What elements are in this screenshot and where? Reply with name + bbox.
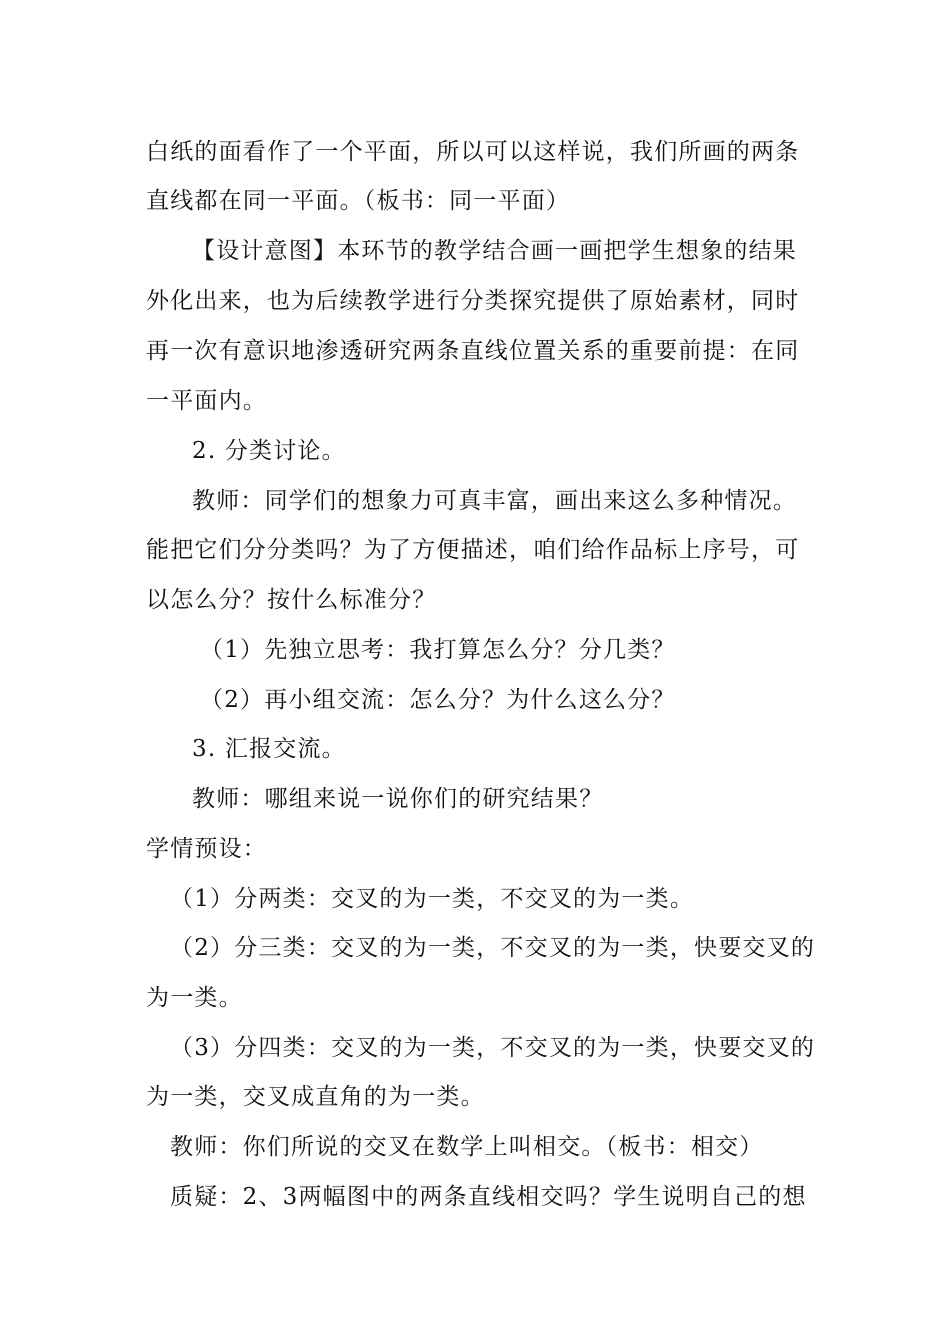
text-line: 再一次有意识地渗透研究两条直线位置关系的重要前提：在同: [146, 338, 800, 364]
text-line: 以怎么分？按什么标准分？: [146, 587, 437, 613]
section-heading: 2. 分类讨论。: [192, 438, 346, 464]
text-line: 学情预设：: [146, 836, 267, 862]
list-item: （1）先独立思考：我打算怎么分？分几类？: [200, 637, 676, 663]
text-line: 教师：同学们的想象力可真丰富，画出来这么多种情况。: [192, 488, 797, 514]
design-intent-heading: 【设计意图】本环节的教学结合画一画把学生想象的结果: [192, 238, 797, 264]
list-item: （3）分四类：交叉的为一类，不交叉的为一类，快要交叉的: [170, 1035, 816, 1061]
text-line: 直线都在同一平面。（板书：同一平面）: [146, 188, 571, 214]
text-line: 一平面内。: [146, 388, 267, 414]
text-line: 能把它们分分类吗？为了方便描述，咱们给作品标上序号，可: [146, 537, 800, 563]
section-heading: 3. 汇报交流。: [192, 736, 346, 762]
text-line: 为一类，交叉成直角的为一类。: [146, 1084, 485, 1110]
list-item: （1）分两类：交叉的为一类，不交叉的为一类。: [170, 886, 695, 912]
list-item: （2）再小组交流：怎么分？为什么这么分？: [200, 687, 676, 713]
text-line: 白纸的面看作了一个平面，所以可以这样说，我们所画的两条: [146, 139, 800, 165]
text-line: 外化出来，也为后续教学进行分类探究提供了原始素材，同时: [146, 288, 800, 314]
text-line: 教师：哪组来说一说你们的研究结果？: [192, 786, 604, 812]
text-line: 质疑：2、3两幅图中的两条直线相交吗？学生说明自己的想: [170, 1184, 807, 1210]
text-line: 教师：你们所说的交叉在数学上叫相交。（板书：相交）: [170, 1134, 764, 1160]
list-item: （2）分三类：交叉的为一类，不交叉的为一类，快要交叉的: [170, 935, 816, 961]
text-line: 为一类。: [146, 985, 243, 1011]
